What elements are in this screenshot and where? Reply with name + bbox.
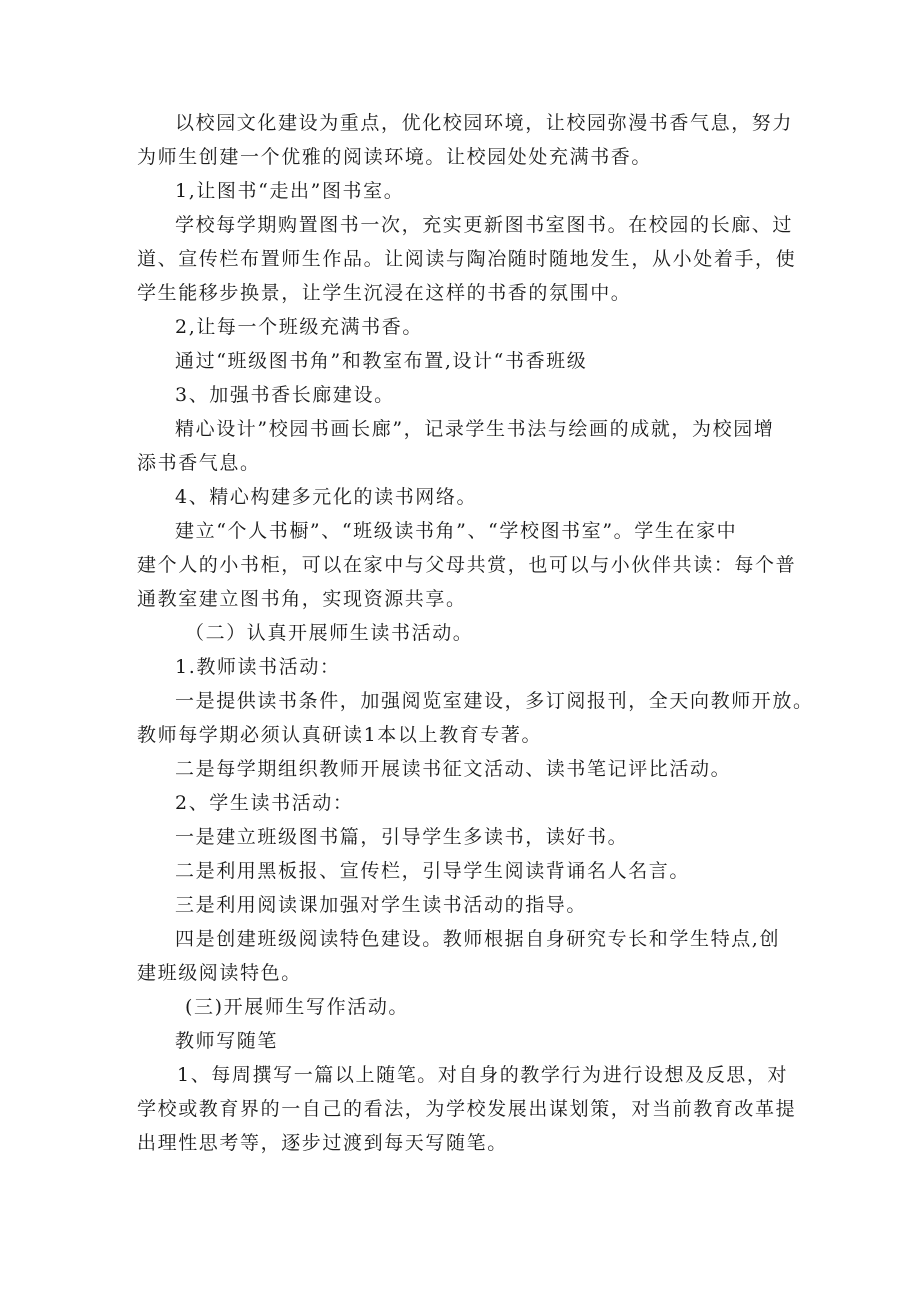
text-line: 学校每学期购置图书一次，充实更新图书室图书。在校园的长廊、过 bbox=[175, 214, 794, 236]
text-line: 2、学生读书活动： bbox=[175, 792, 354, 814]
text-line: 4、精心构建多元化的读书网络。 bbox=[175, 486, 478, 508]
text-line: 二是每学期组织教师开展读书征文活动、读书笔记评比活动。 bbox=[175, 758, 732, 780]
text-line: 精心设计”校园书画长廊”，记录学生书法与绘画的成就，为校园增 bbox=[175, 418, 775, 440]
text-line: 建个人的小书柜，可以在家中与父母共赏，也可以与小伙伴共读：每个普 bbox=[137, 554, 797, 576]
text-line: 教师写随笔 bbox=[175, 1030, 279, 1052]
text-line: 道、宣传栏布置师生作品。让阅读与陶冶随时随地发生，从小处着手，使 bbox=[137, 248, 797, 270]
text-line: 添书香气息。 bbox=[137, 452, 261, 474]
text-line: （二）认真开展师生读书活动。 bbox=[185, 622, 474, 644]
text-line: 一是建立班级图书篇，引导学生多读书，读好书。 bbox=[175, 826, 629, 848]
text-line: 四是创建班级阅读特色建设。教师根据自身研究专长和学生特点,创 bbox=[175, 928, 781, 950]
text-line: 建班级阅读特色。 bbox=[137, 962, 302, 984]
text-line: 3、加强书香长廊建设。 bbox=[175, 384, 395, 406]
text-line: 学生能移步换景，让学生沉浸在这样的书香的氛围中。 bbox=[137, 282, 632, 304]
text-line: (三)开展师生写作活动。 bbox=[185, 996, 410, 1018]
text-line: 出理性思考等，逐步过渡到每天写随笔。 bbox=[137, 1132, 508, 1154]
text-line: 学校或教育界的一自己的看法，为学校发展出谋划策，对当前教育改革提 bbox=[137, 1098, 797, 1120]
text-line: 以校园文化建设为重点，优化校园环境，让校园弥漫书香气息，努力 bbox=[175, 112, 794, 134]
text-line: 教师每学期必须认真研读1本以上教育专著。 bbox=[137, 724, 543, 746]
text-line: 通过“班级图书角”和教室布置,设计“书香班级 bbox=[175, 350, 588, 372]
text-line: 通教室建立图书角，实现资源共享。 bbox=[137, 588, 467, 610]
text-line: 1,让图书“走出”图书室。 bbox=[175, 180, 405, 202]
text-line: 一是提供读书条件，加强阅览室建设，多订阅报刊，全天向教师开放。 bbox=[175, 690, 814, 712]
text-line: 2,让每一个班级充满书香。 bbox=[175, 316, 423, 338]
text-line: 为师生创建一个优雅的阅读环境。让校园处处充满书香。 bbox=[137, 146, 653, 168]
text-line: 1、每周撰写一篇以上随笔。对自身的教学行为进行设想及反思，对 bbox=[177, 1064, 789, 1086]
text-line: 二是利用黑板报、宣传栏，引导学生阅读背诵名人名言。 bbox=[175, 860, 691, 882]
text-line: 1.教师读书活动： bbox=[175, 656, 341, 678]
text-line: 三是利用阅读课加强对学生读书活动的指导。 bbox=[175, 894, 588, 916]
text-line: 建立“个人书橱”、“班级读书角”、“学校图书室”。学生在家中 bbox=[175, 520, 738, 542]
document-body bbox=[137, 106, 814, 1160]
